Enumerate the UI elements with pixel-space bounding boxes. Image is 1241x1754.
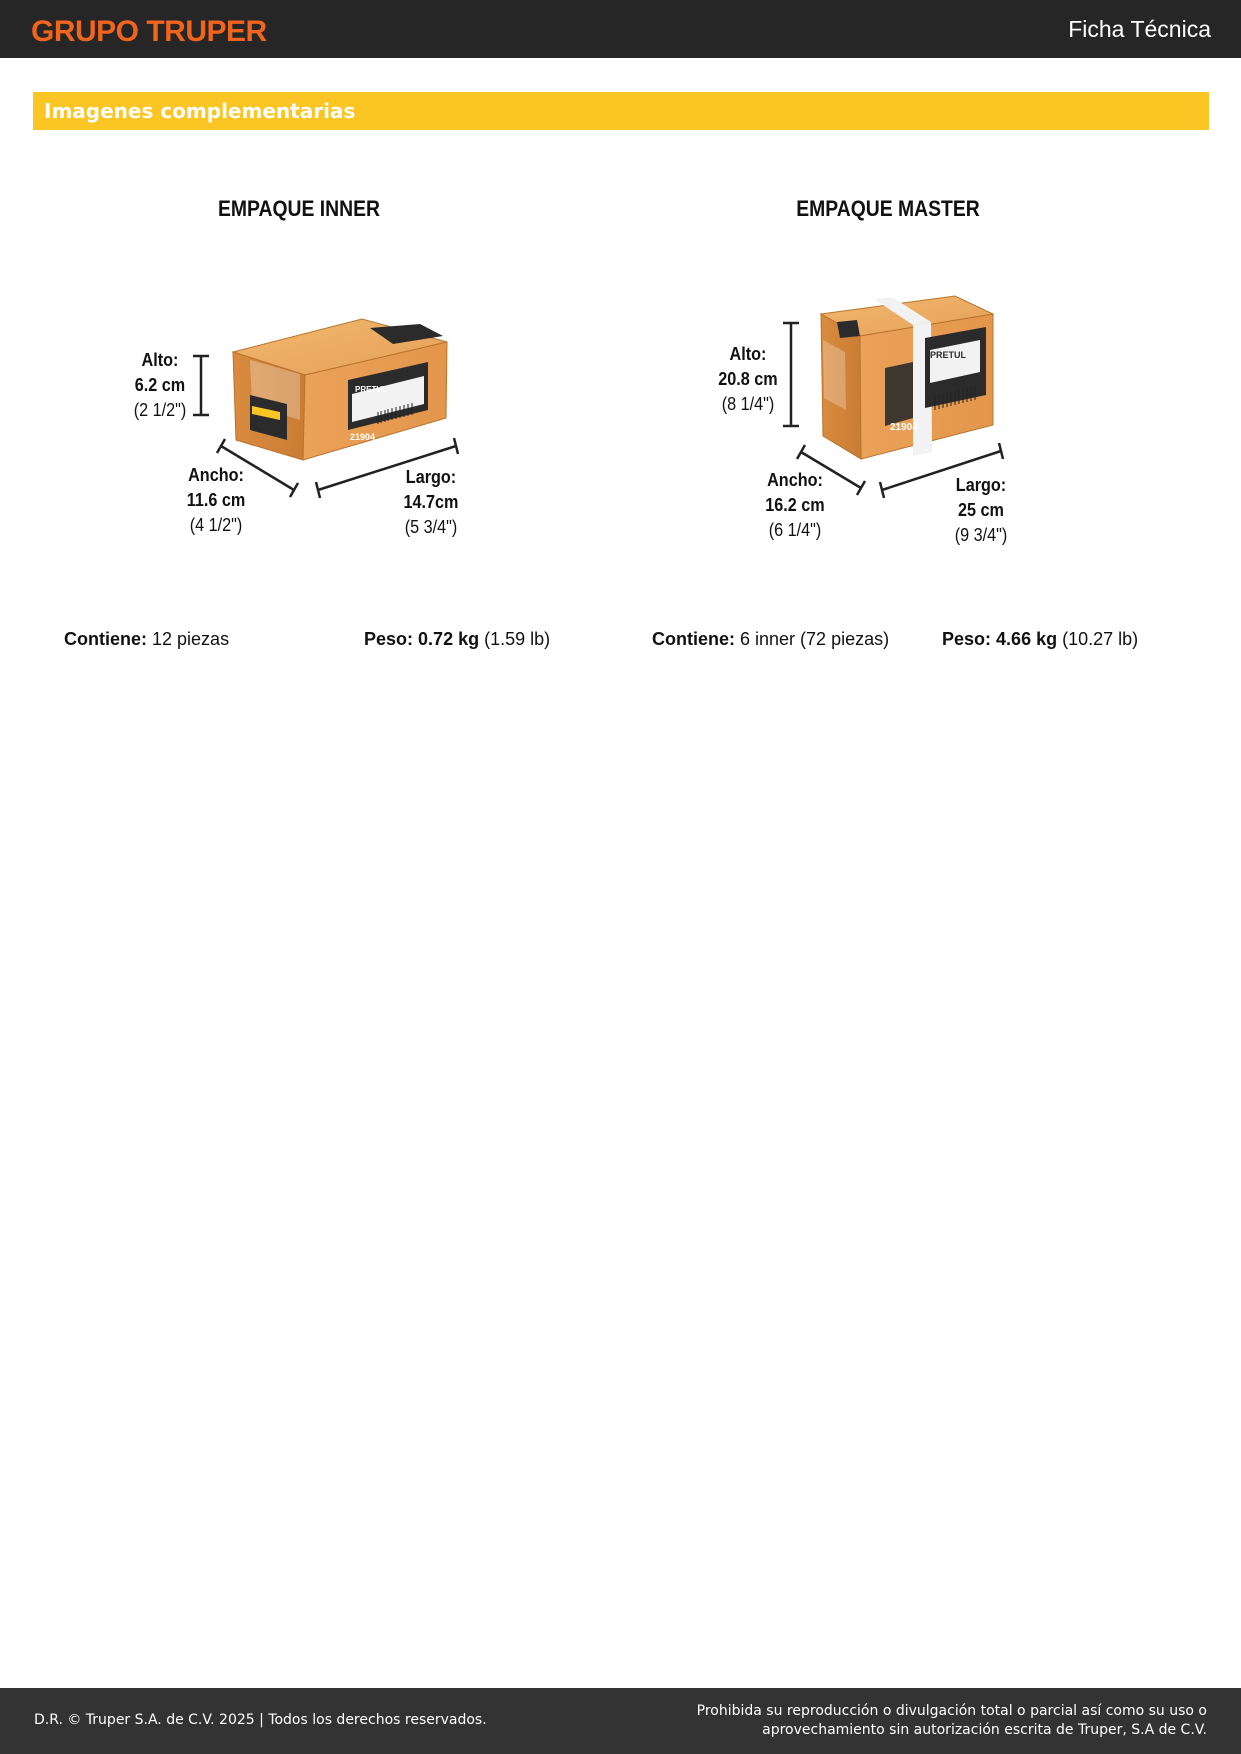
master-contents: Contiene: 6 inner (72 piezas) — [652, 629, 890, 649]
master-width-label: Ancho: 16.2 cm (6 1/4") — [765, 470, 825, 540]
legal-notice: Prohibida su reproducción o divulgación total o parcial así como su uso o aprovechamiento sin autorización escrita de Truper, S.A de C.V. — [696, 1703, 1207, 1738]
document-title: Ficha Técnica — [1068, 16, 1211, 42]
master-height-label: Alto: 20.8 cm (8 1/4") — [718, 344, 778, 414]
company-logo: GRUPO TRUPER — [31, 15, 267, 48]
inner-length-label: Largo: 14.7cm (5 3/4") — [403, 467, 459, 537]
master-length-label: Largo: 25 cm (9 3/4") — [954, 475, 1008, 545]
box-brand-text: PRETUL — [355, 385, 387, 394]
master-box-icon — [821, 296, 993, 459]
inner-package-title: EMPAQUE INNER — [217, 196, 381, 221]
box-code-text: 21904 — [890, 422, 918, 433]
copyright-notice: D.R. © Truper S.A. de C.V. 2025 | Todos los derechos reservados. — [34, 1712, 487, 1728]
master-package-title: EMPAQUE MASTER — [796, 196, 980, 221]
page-footer — [0, 1688, 1241, 1754]
inner-contents: Contiene: 12 piezas — [64, 629, 230, 649]
box-brand-text: PRETUL — [930, 350, 966, 360]
section-title: Imagenes complementarias — [44, 99, 356, 123]
master-weight: Peso: 4.66 kg (10.27 lb) — [942, 629, 1139, 649]
inner-weight: Peso: 0.72 kg (1.59 lb) — [364, 629, 551, 649]
box-code-text: 21904 — [350, 432, 376, 442]
inner-box-icon — [233, 319, 447, 460]
inner-width-label: Ancho: 11.6 cm (4 1/2") — [186, 465, 246, 535]
inner-height-label: Alto: 6.2 cm (2 1/2") — [133, 350, 187, 420]
